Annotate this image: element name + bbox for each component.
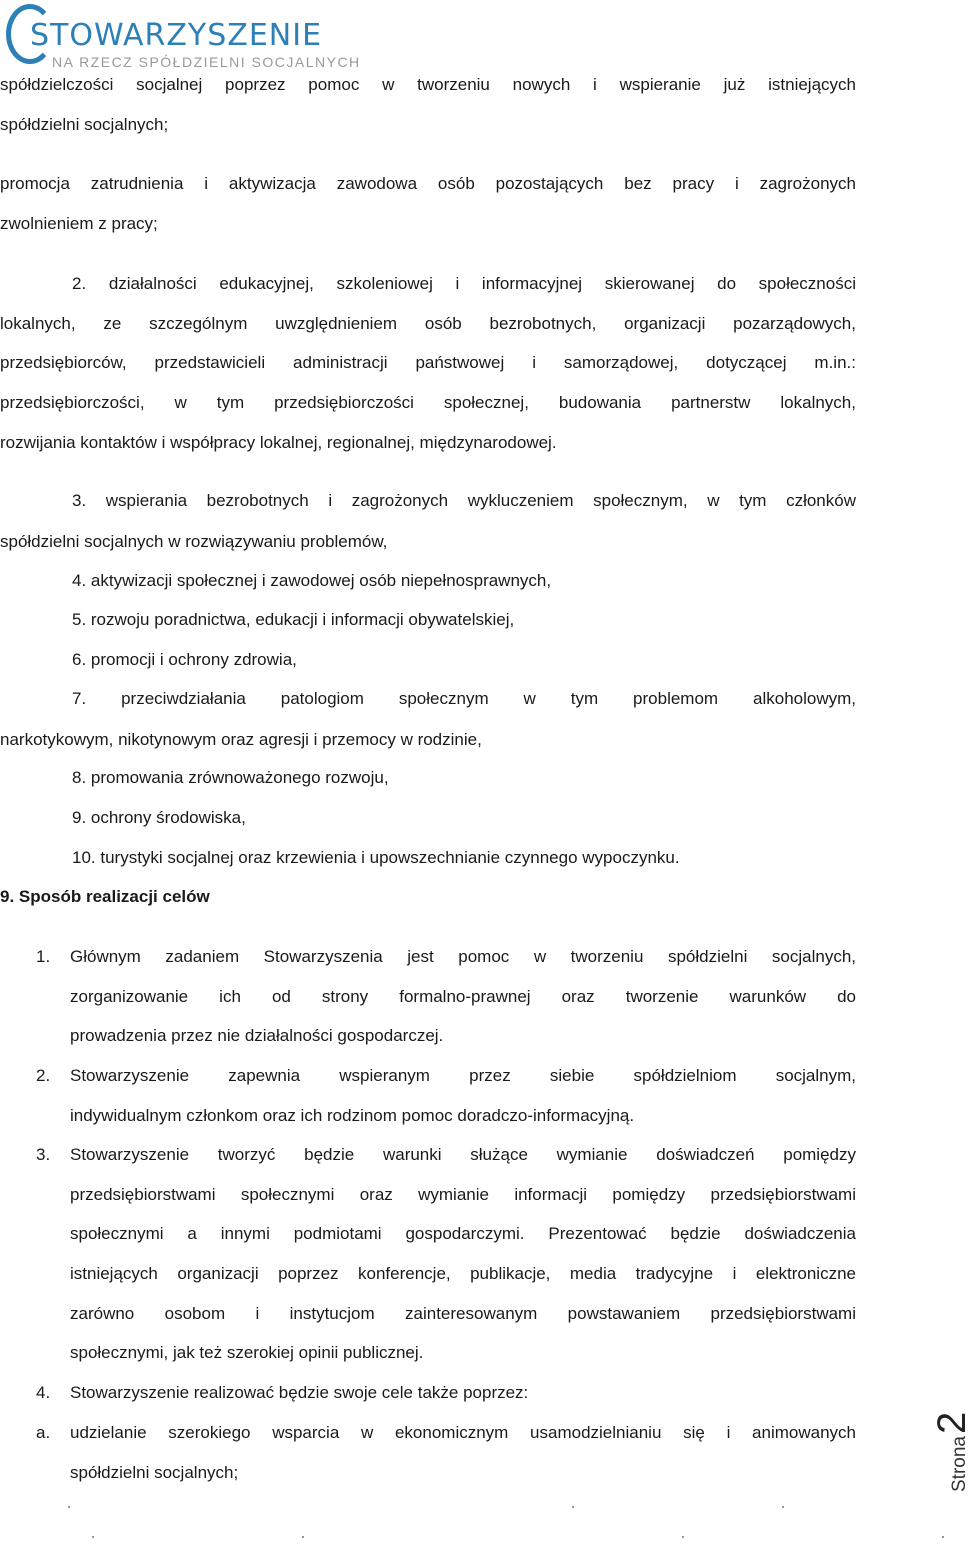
paragraph-line: 4. aktywizacji społecznej i zawodowej osób niepełnosprawnych, — [72, 571, 552, 590]
scan-dot — [942, 1536, 944, 1538]
scan-dot — [92, 1536, 94, 1538]
list-item-line: prowadzenia przez nie działalności gospodarczej. — [70, 1026, 444, 1045]
list-item-line: indywidualnym członkom oraz ich rodzinom pomoc doradczo-informacyjną. — [70, 1106, 635, 1125]
scan-dot — [682, 1536, 684, 1538]
paragraph-line: 9. ochrony środowiska, — [72, 808, 246, 827]
list-marker: 1. — [36, 947, 51, 966]
paragraph-line: 5. rozwoju poradnictwa, edukacji i informacji obywatelskiej, — [72, 610, 515, 629]
paragraph-line: 3. wspierania bezrobotnych i zagrożonych wykluczeniem społecznym, w tym członków — [72, 491, 856, 510]
list-item-line: istniejących organizacji poprzez konferencje, publikacje, media tradycyjne i elektroniczne — [70, 1264, 856, 1283]
list-item-line: udzielanie szerokiego wsparcia w ekonomicznym usamodzielnianiu się i animowanych — [70, 1423, 856, 1442]
paragraph-line: narkotykowym, nikotynowym oraz agresji i przemocy w rodzinie, — [0, 730, 482, 749]
page-label: Strona — [949, 1436, 970, 1492]
scan-dot — [782, 1506, 784, 1508]
list-item-line: spółdzielni socjalnych; — [70, 1463, 239, 1482]
page-number — [930, 1412, 975, 1492]
paragraph-line: 10. turystyki socjalnej oraz krzewienia i upowszechnianie czynnego wypoczynku. — [72, 848, 680, 867]
list-item-line: przedsiębiorstwami społecznymi oraz wymianie informacji pomiędzy przedsiębiorstwami — [70, 1185, 856, 1204]
paragraph-line: 7. przeciwdziałania patologiom społecznym w tym problemom alkoholowym, — [72, 689, 856, 708]
list-item-line: Stowarzyszenie zapewnia wspieranym przez siebie spółdzielniom socjalnym, — [70, 1066, 856, 1085]
paragraph-line: 2. działalności edukacyjnej, szkoleniowej i informacyjnej skierowanej do społeczności — [72, 274, 856, 293]
list-marker: a. — [36, 1423, 51, 1442]
logo-subtitle: NA RZECZ SPÓŁDZIELNI SOCJALNYCH — [52, 54, 361, 70]
paragraph-line: przedsiębiorczości, w tym przedsiębiorczości społecznej, budowania partnerstw lokalnych, — [0, 393, 856, 412]
list-item-line: zorganizowanie ich od strony formalno-prawnej oraz tworzenie warunków do — [70, 987, 856, 1006]
paragraph-line: rozwijania kontaktów i współpracy lokalnej, regionalnej, międzynarodowej. — [0, 433, 557, 452]
list-item-line: społecznymi, jak też szerokiej opinii publicznej. — [70, 1343, 424, 1362]
section-heading: 9. Sposób realizacji celów — [0, 887, 210, 906]
scan-dot — [302, 1536, 304, 1538]
paragraph-line: lokalnych, ze szczególnym uwzględnieniem osób bezrobotnych, organizacji pozarządowych, — [0, 314, 856, 333]
list-item-line: społecznymi a innymi podmiotami gospodarczymi. Prezentować będzie doświadczenia — [70, 1224, 856, 1243]
paragraph-line: 6. promocji i ochrony zdrowia, — [72, 650, 297, 669]
list-item-line: Stowarzyszenie tworzyć będzie warunki służące wymianie doświadczeń pomiędzy — [70, 1145, 856, 1164]
paragraph-line: promocja zatrudnienia i aktywizacja zawodowa osób pozostających bez pracy i zagrożonych — [0, 174, 856, 193]
list-item-line: Stowarzyszenie realizować będzie swoje cele także poprzez: — [70, 1383, 529, 1402]
list-marker: 4. — [36, 1383, 51, 1402]
logo-name: STOWARZYSZENIE — [30, 18, 323, 53]
list-marker: 2. — [36, 1066, 51, 1085]
scan-dot — [68, 1506, 70, 1508]
list-item-line: zarówno osobom i instytucjom zainteresowanym powstawaniem przedsiębiorstwami — [70, 1304, 856, 1323]
paragraph-line: spółdzielni socjalnych w rozwiązywaniu problemów, — [0, 532, 388, 551]
paragraph-line: spółdzielni socjalnych; — [0, 115, 169, 134]
paragraph-line: spółdzielczości socjalnej poprzez pomoc w tworzeniu nowych i wspieranie już istniejących — [0, 75, 856, 94]
paragraph-line: przedsiębiorców, przedstawicieli administracji państwowej i samorządowej, dotyczącej m.in.: — [0, 353, 856, 372]
page-number-value: 2 — [930, 1411, 974, 1435]
list-item-line: Głównym zadaniem Stowarzyszenia jest pomoc w tworzeniu spółdzielni socjalnych, — [70, 947, 856, 966]
paragraph-line: 8. promowania zrównoważonego rozwoju, — [72, 768, 389, 787]
paragraph-line: zwolnieniem z pracy; — [0, 214, 158, 233]
list-marker: 3. — [36, 1145, 51, 1164]
association-logo — [0, 0, 400, 72]
scan-dot — [572, 1506, 574, 1508]
